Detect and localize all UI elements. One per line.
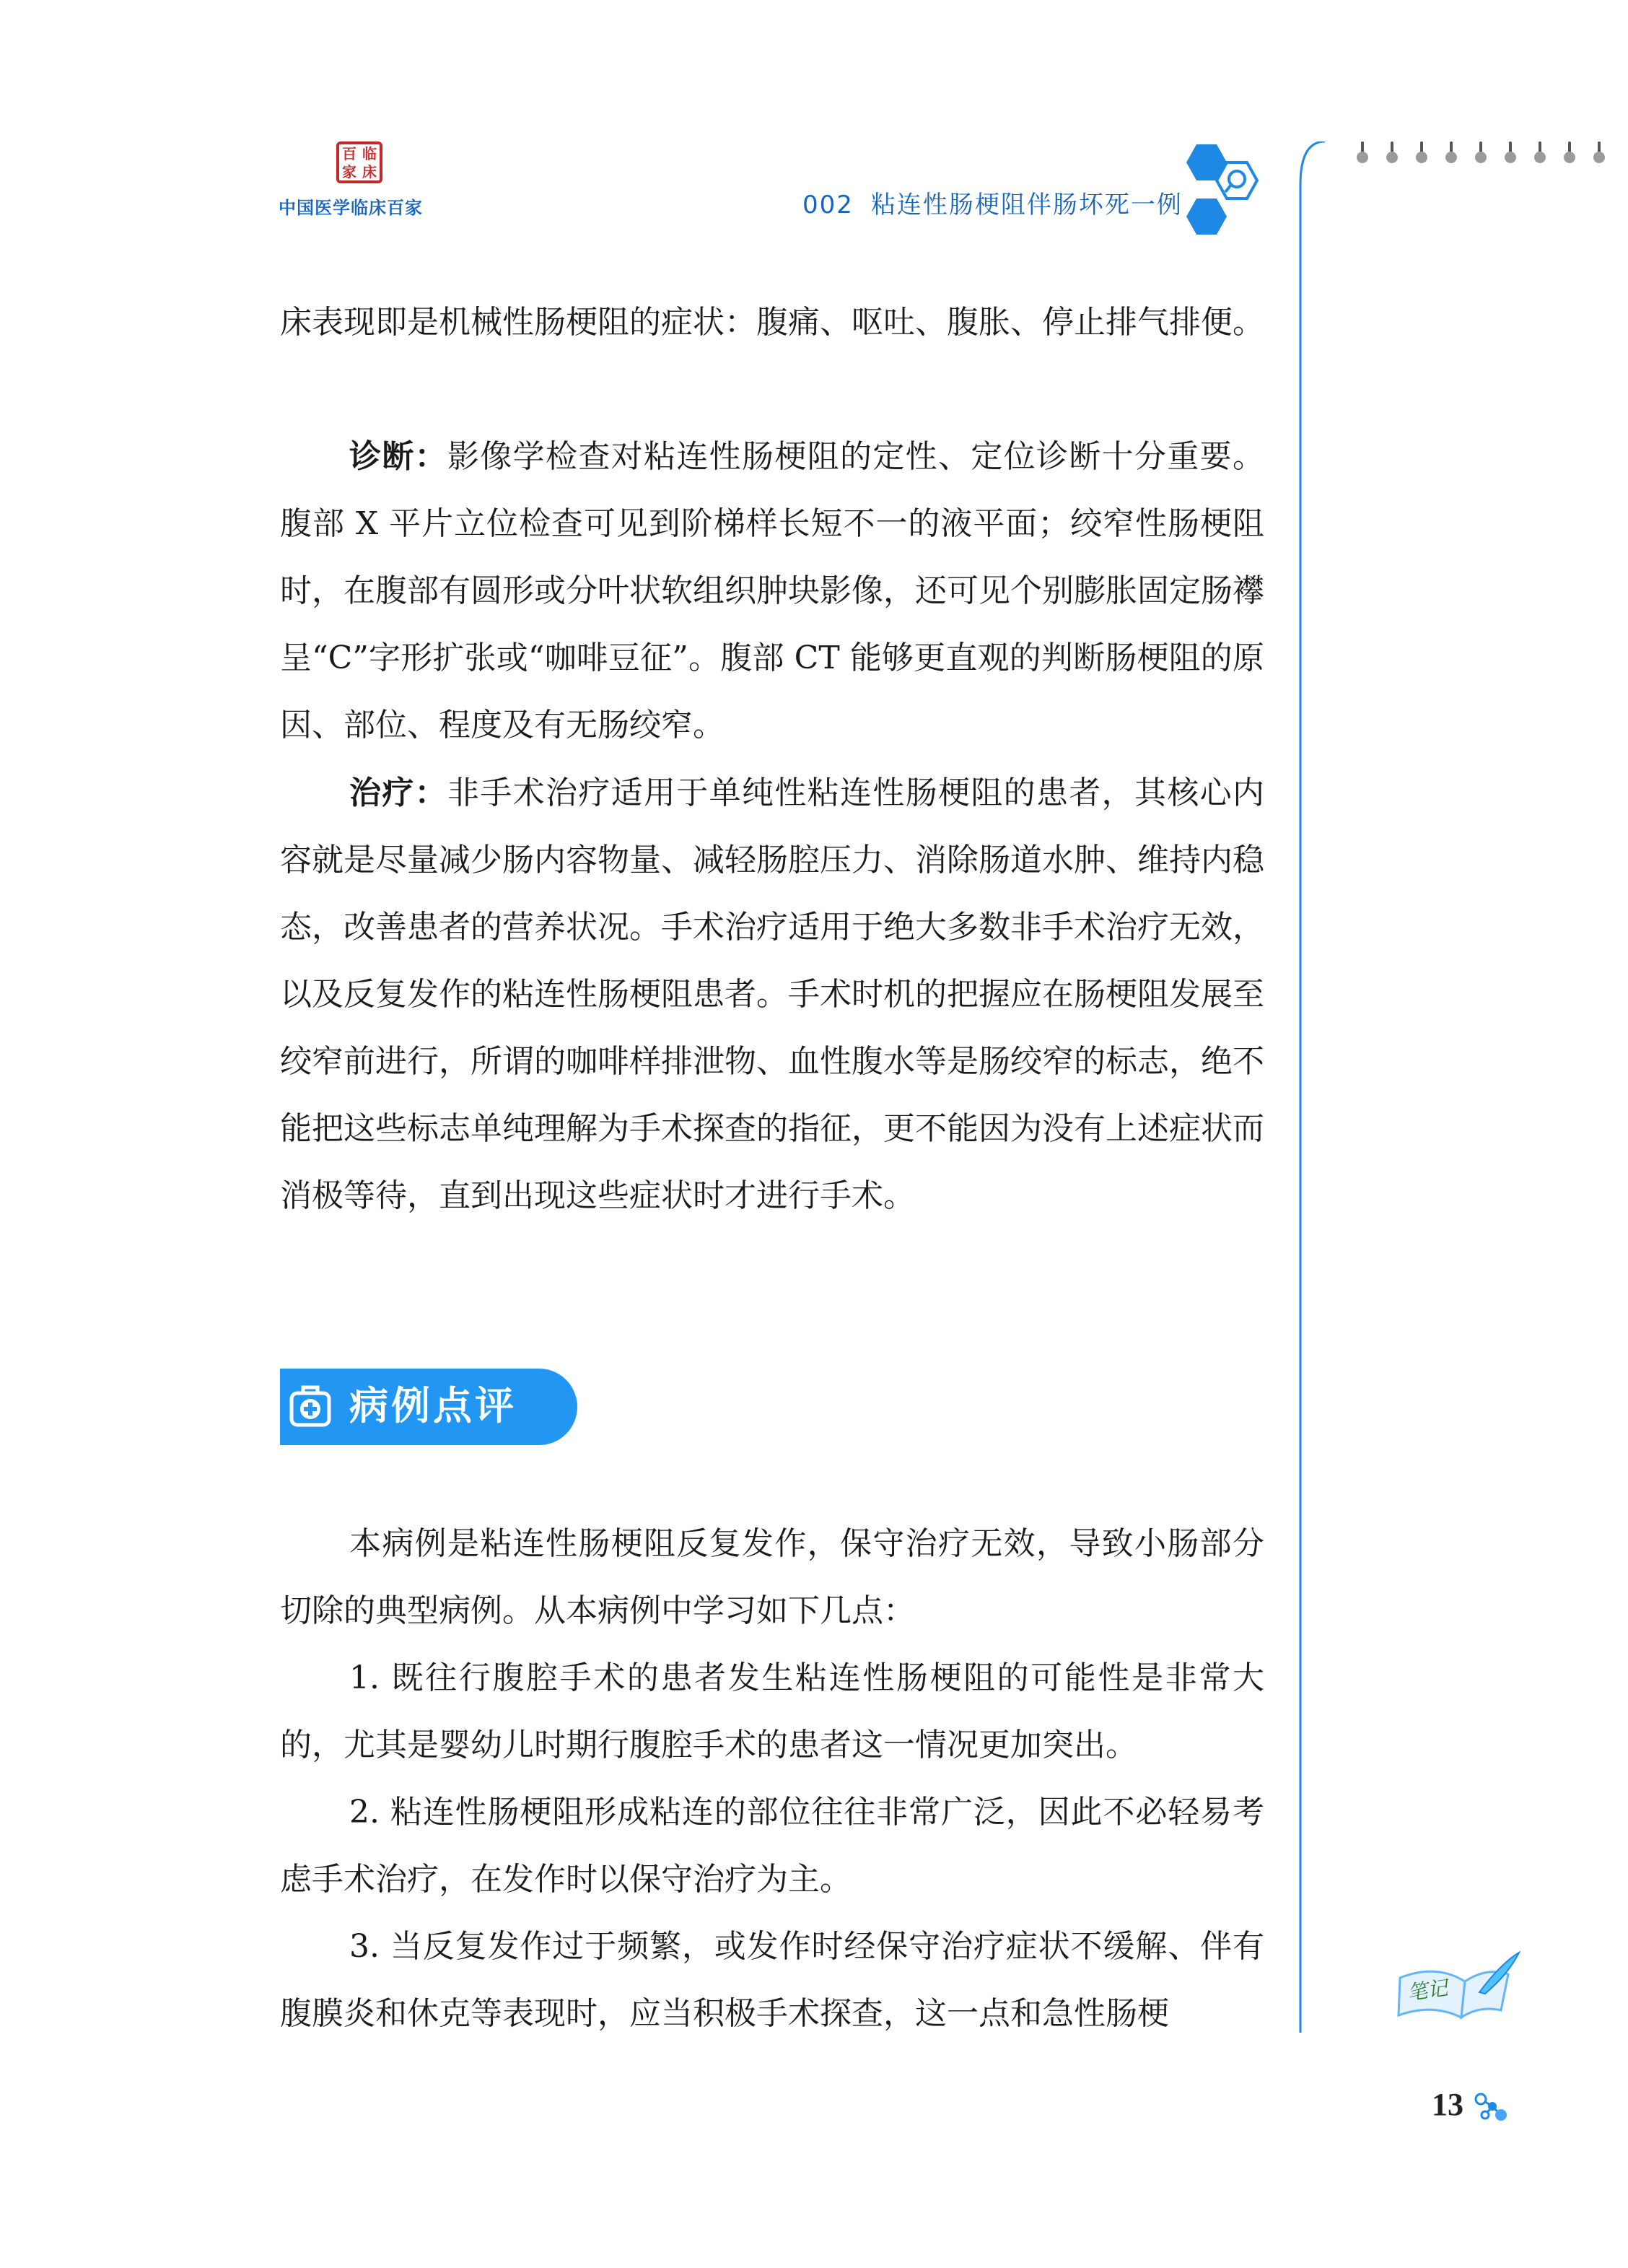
logo-char: 百 xyxy=(342,144,356,162)
molecule-icon xyxy=(1472,2090,1508,2124)
binder-ring xyxy=(1386,141,1399,163)
treatment-label: 治疗： xyxy=(349,775,447,811)
binder-ring xyxy=(1475,141,1488,163)
series-name: 中国医学临床百家 xyxy=(279,198,423,218)
page-number: 13 xyxy=(1432,2087,1463,2122)
treatment-text: 非手术治疗适用于单纯性粘连性肠梗阻的患者，其核心内容就是尽量减少肠内容物量、减轻肠腔压力、消除肠道水肿、维持内稳态，改善患者的营养状况。手术治疗适用于绝大多数非手术治疗无效，以及反复发作的粘连性肠梗阻患者。手术时机的把握应在肠梗阻发展至绞窄前进行，所谓的咖啡样排泄物、血性腹水等是肠绞窄的标志，绝不能把这些标志单纯理解为手术探查的指征，更不能因为没有上述症状而消极等待，直到出现这些症状时才进行手术。 xyxy=(280,775,1264,1214)
section-title: 病例点评 xyxy=(349,1383,517,1429)
chapter-heading xyxy=(802,185,1183,220)
notes-label: 笔记 xyxy=(1406,1976,1450,2005)
binder-ring xyxy=(1593,141,1606,163)
section-banner xyxy=(280,1369,577,1445)
binder-ring xyxy=(1534,141,1547,163)
paragraph-point-1: 1. 既往行腹腔手术的患者发生粘连性肠梗阻的可能性是非常大的，尤其是婴幼儿时期行腹腔手术的患者这一情况更加突出。 xyxy=(280,1659,1264,1763)
hexagon-magnifier-icon xyxy=(1175,137,1269,245)
chapter-number: 002 xyxy=(802,191,854,219)
paragraph-clinical: 床表现即是机械性肠梗阻的症状：腹痛、呕吐、腹胀、停止排气排便。 xyxy=(280,304,1264,341)
logo-char: 临 xyxy=(362,144,377,162)
binder-ring xyxy=(1416,141,1429,163)
binder-ring xyxy=(1357,141,1370,163)
logo-char: 床 xyxy=(362,162,377,180)
logo-char: 家 xyxy=(342,162,356,180)
medical-kit-icon xyxy=(287,1383,333,1429)
paragraph-review-intro: 本病例是粘连性肠梗阻反复发作，保守治疗无效，导致小肠部分切除的典型病例。从本病例中学习如下几点： xyxy=(280,1525,1264,1629)
binder-ring xyxy=(1505,141,1518,163)
diagnosis-text: 影像学检查对粘连性肠梗阻的定性、定位诊断十分重要。腹部 X 平片立位检查可见到阶梯样长短不一的液平面；绞窄性肠梗阻时，在腹部有圆形或分叶状软组织肿块影像，还可见个别膨胀固定肠襻呈“C”字形扩张或“咖啡豆征”。腹部 CT 能够更直观的判断肠梗阻的原因、部位、程度及有无肠绞窄。 xyxy=(280,438,1264,743)
binder-ring xyxy=(1445,141,1458,163)
binder-ring xyxy=(1564,141,1577,163)
logo-seal xyxy=(336,141,382,183)
paragraph-diagnosis xyxy=(280,423,1264,759)
paragraph-point-2: 2. 粘连性肠梗阻形成粘连的部位往往非常广泛，因此不必轻易考虑手术治疗，在发作时以保守治疗为主。 xyxy=(280,1794,1264,1898)
paragraph-point-3: 3. 当反复发作过于频繁，或发作时经保守治疗症状不缓解、伴有腹膜炎和休克等表现时，应当积极手术探查，这一点和急性肠梗 xyxy=(280,1928,1264,2032)
notes-margin-line xyxy=(1297,141,1326,2033)
paragraph-treatment xyxy=(280,759,1264,1229)
binder-rings xyxy=(1357,141,1606,163)
chapter-title: 粘连性肠梗阻伴肠坏死一例 xyxy=(870,191,1183,219)
diagnosis-label: 诊断： xyxy=(349,438,447,475)
